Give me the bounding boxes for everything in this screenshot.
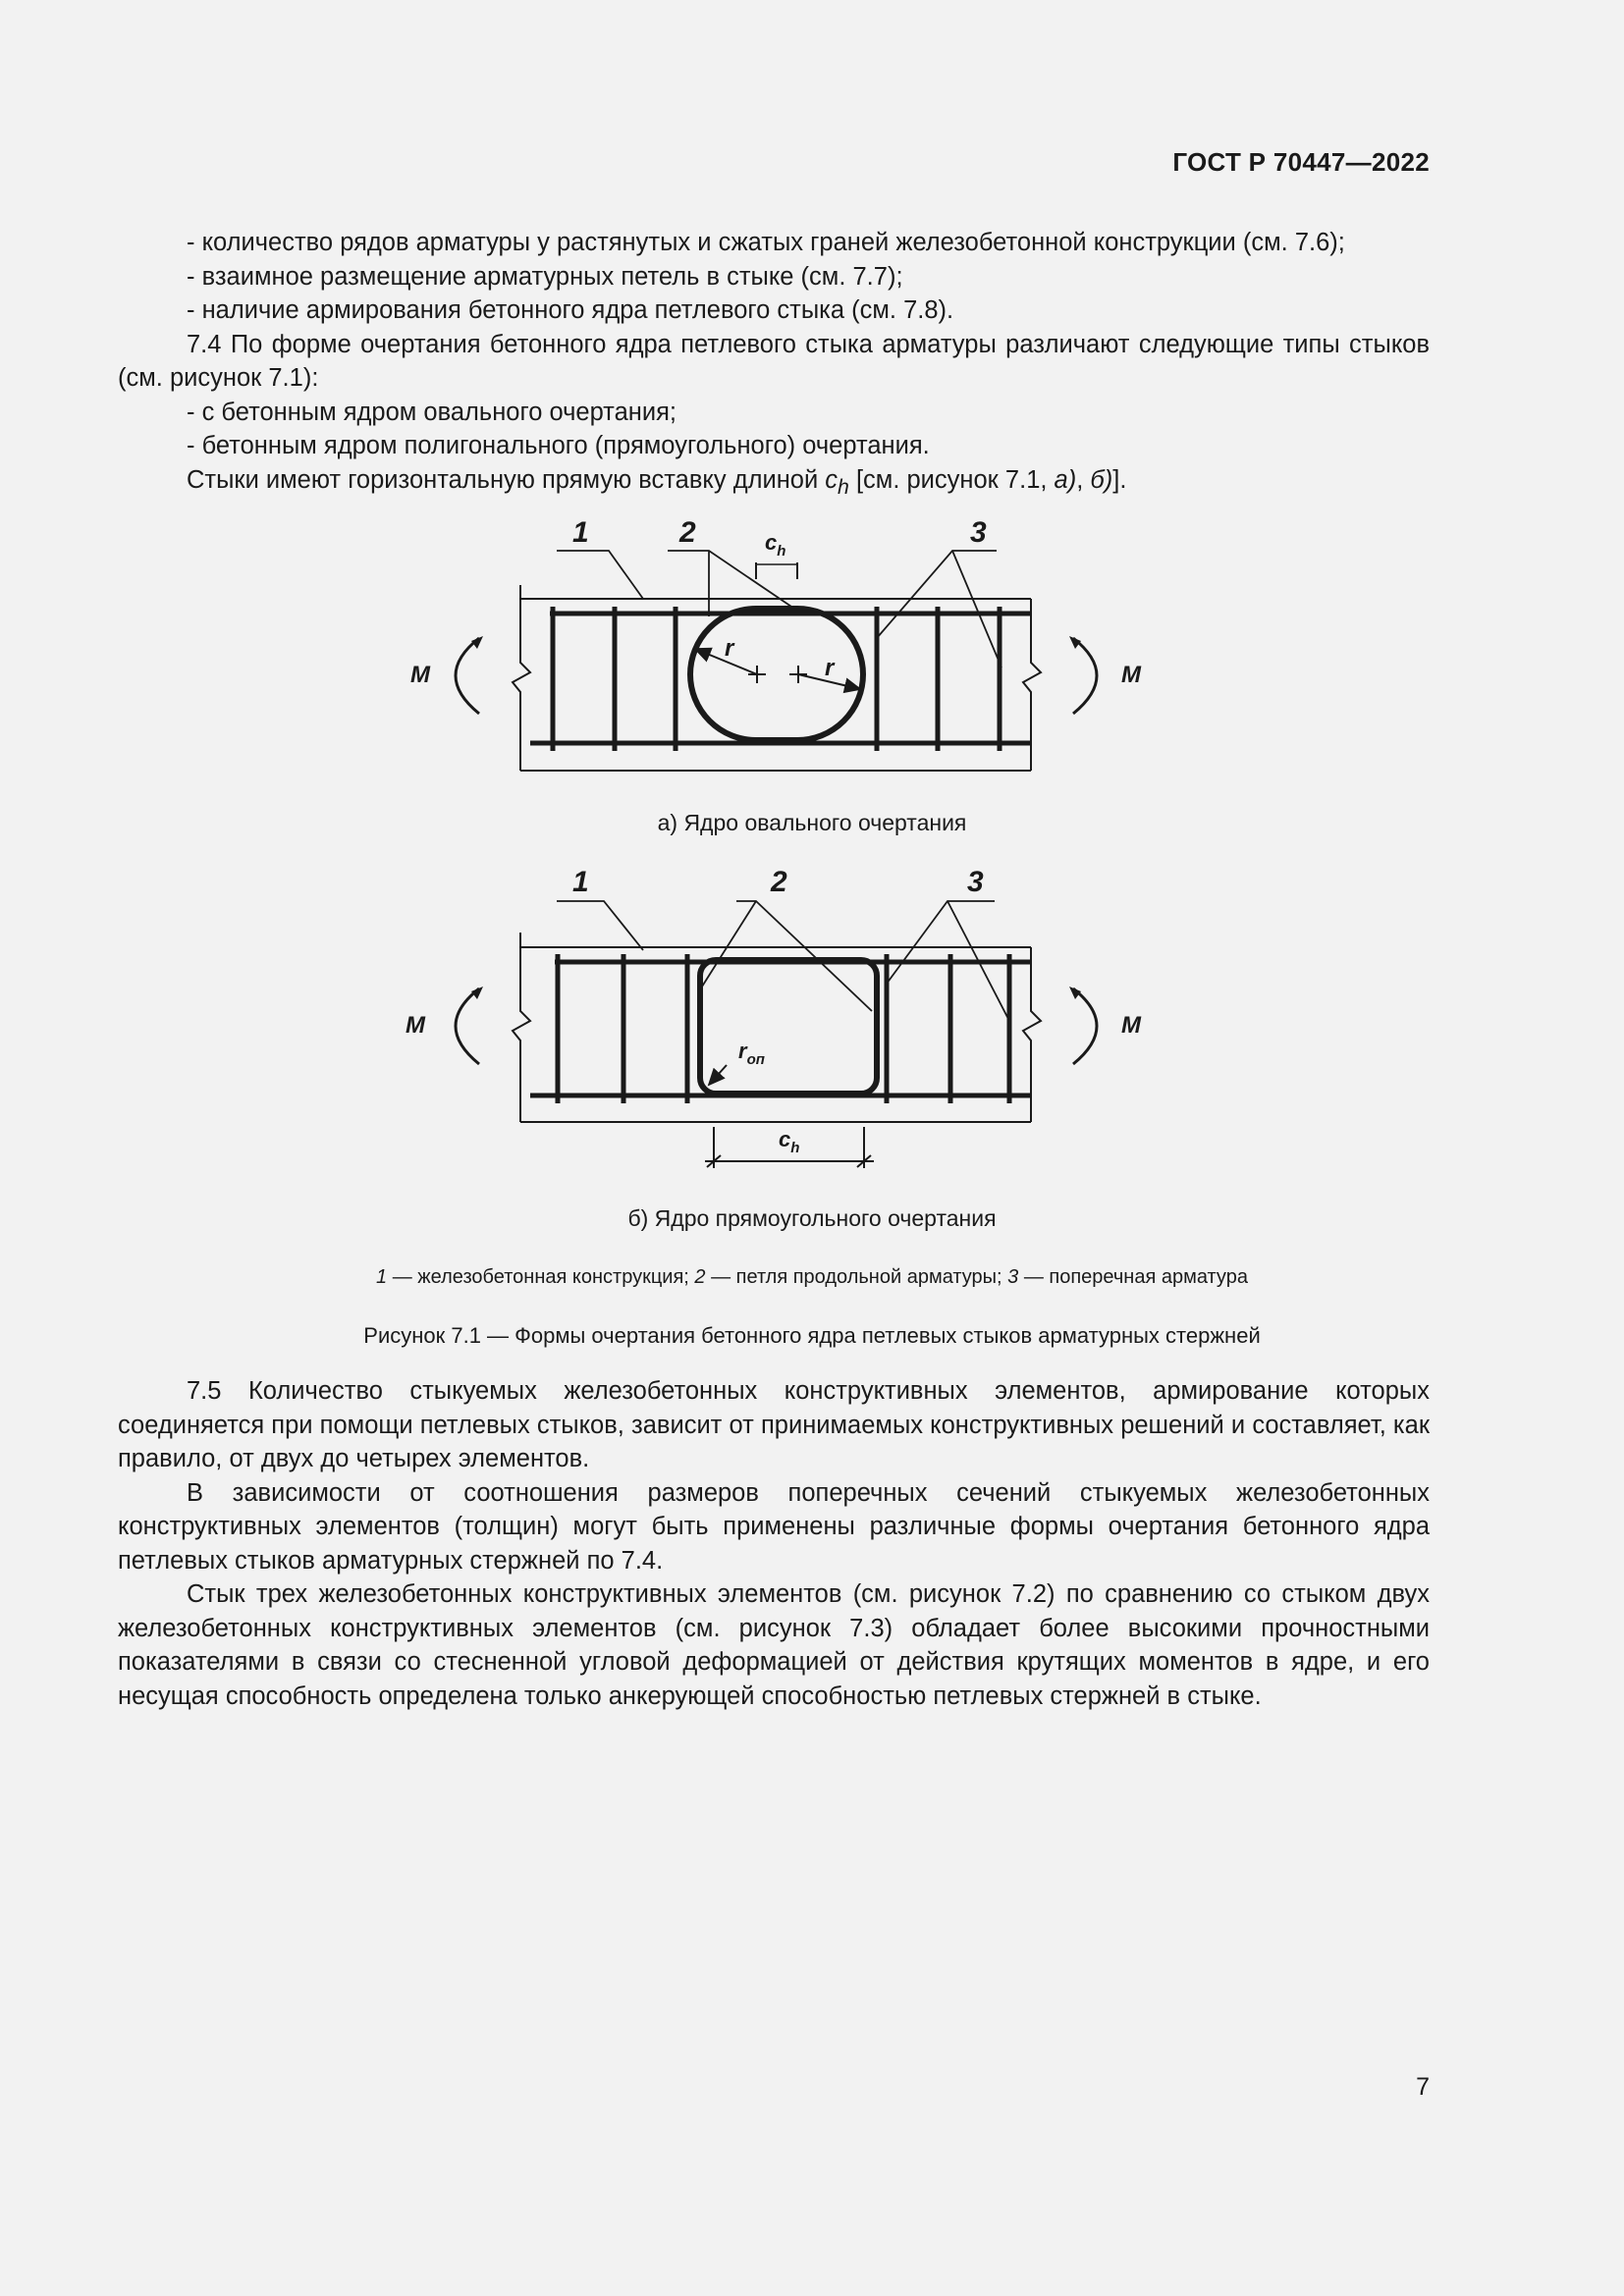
ch-h: h (777, 543, 786, 560)
caption-a: а) Ядро овального очертания (657, 810, 967, 835)
legend-num: 1 (376, 1266, 388, 1288)
rop-sub: оп (746, 1051, 765, 1068)
legend-text: — поперечная арматура (1018, 1266, 1248, 1288)
label-ch-a (765, 530, 785, 560)
list-item: - с бетонным ядром овального очертания; (187, 398, 677, 426)
diagram-rectangular (456, 901, 1097, 1168)
paragraph: Стык трех железобетонных конструктивных элементов (см. рисунок 7.2) по сравнению со стыком двух железобетонных конструктивных элементов (см. рисунок 7.3) обладает более высокими прочностными показателями в связи со стесненной угловой деформацией от действия крутящих моментов в ядре, и его несущая способность определена только анкерующей способностью петлевых стержней в стыке. (118, 1580, 1430, 1710)
label-2-a: 2 (679, 516, 696, 549)
ch-symbol: c (825, 465, 839, 494)
list-item: - наличие армирования бетонного ядра петлевого стыка (см. 7.8). (187, 296, 954, 324)
legend-num: 2 (694, 1266, 706, 1288)
label-m-right-a: М (1121, 662, 1141, 688)
list-item: - взаимное размещение арматурных петель в стыке (см. 7.7); (187, 262, 903, 291)
insert-text: , (1076, 465, 1091, 494)
ref-b: б) (1090, 465, 1113, 494)
ch-c: c (779, 1127, 791, 1151)
label-ch-b (779, 1127, 799, 1156)
body-text-block (118, 1374, 1430, 1713)
insert-text: ]. (1112, 465, 1127, 494)
label-r-right: r (825, 655, 835, 681)
diagram-oval (456, 551, 1097, 771)
label-3-a: 3 (970, 516, 987, 549)
label-3-b: 3 (967, 866, 984, 898)
ch-h: h (790, 1140, 800, 1156)
label-r-left: r (725, 635, 734, 662)
label-m-left-a: М (410, 662, 430, 688)
clause-7-4: 7.4 По форме очертания бетонного ядра петлевого стыка арматуры различают следующие типы стыков (см. рисунок 7.1): (118, 330, 1430, 392)
label-m-left-b: М (406, 1012, 425, 1039)
ref-a: а) (1054, 465, 1077, 494)
figure-legend (0, 1266, 1624, 1289)
rop-r: r (738, 1039, 747, 1063)
legend-text: — петля продольной арматуры; (705, 1266, 1008, 1288)
figure-title: Рисунок 7.1 — Формы очертания бетонного ядра петлевых стыков арматурных стержней (363, 1323, 1261, 1348)
paragraph: 7.5 Количество стыкуемых железобетонных конструктивных элементов, армирование которых соединяется при помощи петлевых стыков, зависит от принимаемых конструктивных решений и составляет, как правило, от двух до четырех элементов. (118, 1377, 1430, 1472)
label-1-a: 1 (572, 516, 589, 549)
ch-c: c (765, 530, 778, 555)
ch-subscript: h (838, 474, 849, 499)
insert-text: Стыки имеют горизонтальную прямую вставку длиной (187, 465, 826, 494)
label-m-right-b: М (1121, 1012, 1141, 1039)
label-2-b: 2 (771, 866, 787, 898)
label-rop (738, 1039, 765, 1068)
page-number: 7 (1416, 2073, 1430, 2101)
list-item: - бетонным ядром полигонального (прямоугольного) очертания. (187, 432, 930, 459)
caption-b: б) Ядро прямоугольного очертания (627, 1205, 997, 1231)
label-1-b: 1 (572, 866, 589, 898)
list-item: - количество рядов арматуры у растянутых и сжатых граней железобетонной конструкции (см. 7.6); (187, 229, 1345, 256)
legend-num: 3 (1007, 1266, 1019, 1288)
insert-text: [см. рисунок 7.1, (848, 465, 1055, 494)
document-id-header: ГОСТ Р 70447—2022 (1172, 147, 1430, 177)
legend-text: — железобетонная конструкция; (387, 1266, 695, 1288)
paragraph: В зависимости от соотношения размеров поперечных сечений стыкуемых железобетонных конструктивных элементов (толщин) могут быть применены различные формы очертания бетонного ядра петлевых стыков арматурных стержней по 7.4. (118, 1478, 1430, 1575)
